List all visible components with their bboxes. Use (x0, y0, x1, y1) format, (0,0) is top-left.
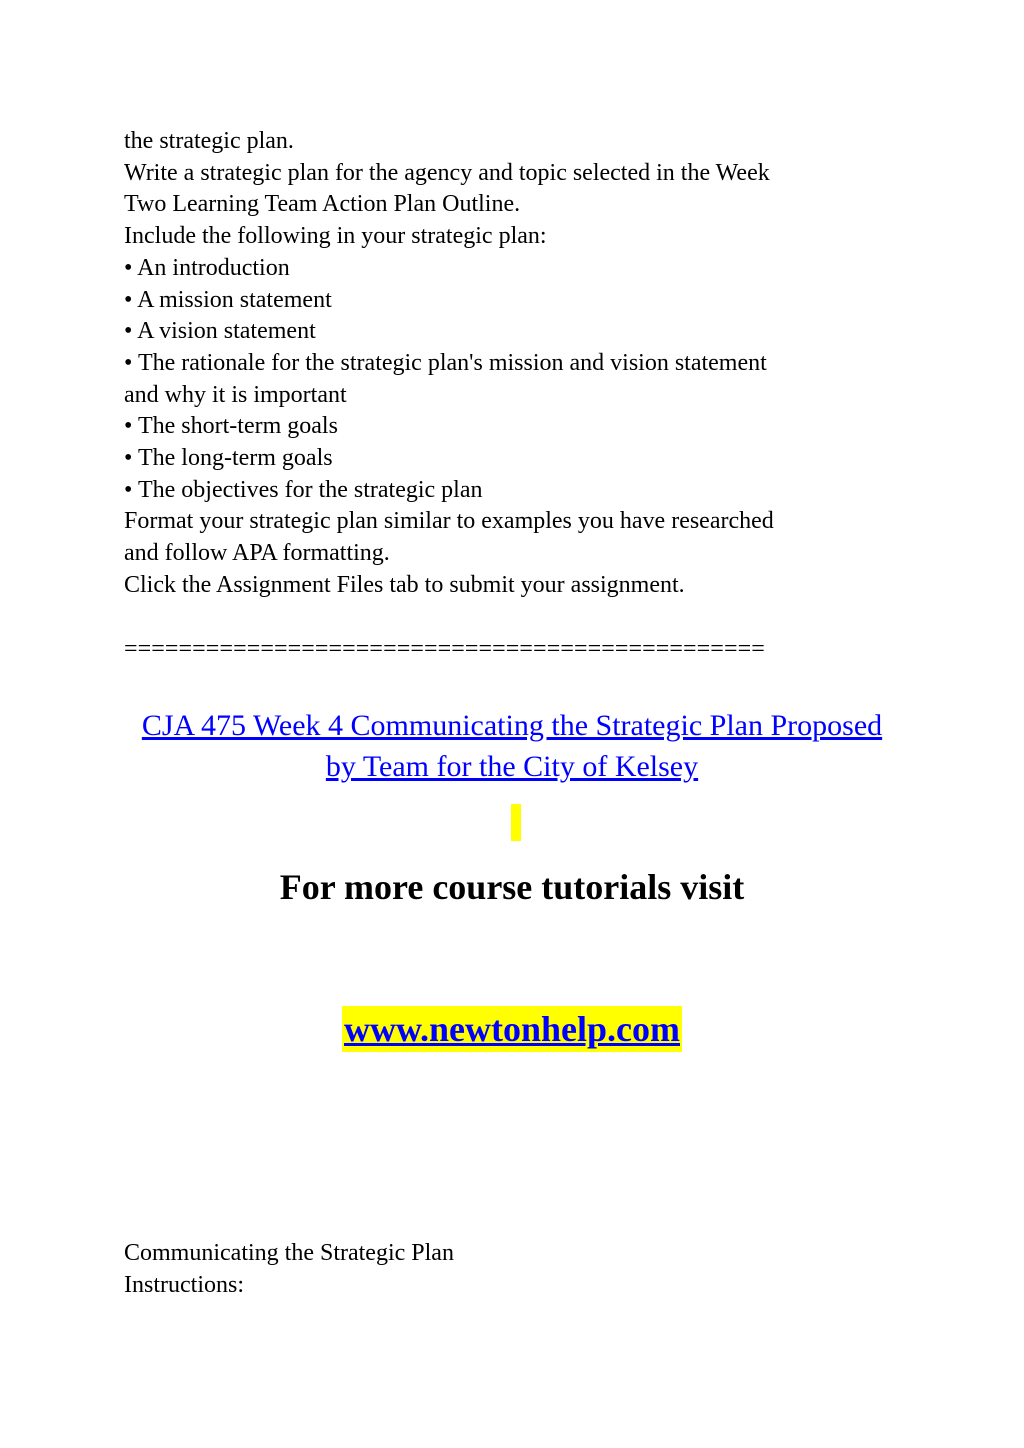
section-subtitle: Instructions: (124, 1272, 244, 1298)
instruction-line: the strategic plan. (124, 128, 294, 154)
bullet-item: • The short-term goals (124, 413, 338, 440)
instruction-line: Include the following in your strategic plan: (124, 223, 547, 250)
section-title: Communicating the Strategic Plan (124, 1240, 454, 1266)
bullet-item: • The objectives for the strategic plan (124, 476, 483, 503)
assignment-instructions (124, 126, 904, 602)
bullet-item: • A mission statement (124, 286, 332, 313)
instruction-line: Write a strategic plan for the agency and topic selected in the Week (124, 159, 770, 186)
promo-heading: For more course tutorials visit (279, 867, 745, 907)
bullet-item: • The long-term goals (124, 445, 333, 472)
instruction-line: Format your strategic plan similar to examples you have researched (124, 508, 774, 535)
bullet-item: • An introduction (124, 254, 290, 281)
course-title-link[interactable] (80, 705, 944, 787)
separator-line: =============================================== (124, 636, 765, 662)
course-title-line: CJA 475 Week 4 Communicating the Strategic Plan Proposed (141, 709, 883, 742)
instruction-line: and follow APA formatting. (124, 540, 390, 567)
instruction-line: Click the Assignment Files tab to submit your assignment. (124, 571, 685, 598)
course-title-line: by Team for the City of Kelsey (325, 750, 699, 783)
section-footer (124, 1237, 454, 1301)
highlight-mark (511, 804, 521, 841)
instruction-line: Two Learning Team Action Plan Outline. (124, 191, 521, 218)
website-link[interactable]: www.newtonhelp.com (342, 1006, 682, 1052)
bullet-item-continuation: and why it is important (124, 381, 347, 408)
bullet-item: • The rationale for the strategic plan's mission and vision statement (124, 349, 767, 376)
promo-site-wrapper (0, 1006, 1024, 1052)
bullet-item: • A vision statement (124, 318, 316, 345)
